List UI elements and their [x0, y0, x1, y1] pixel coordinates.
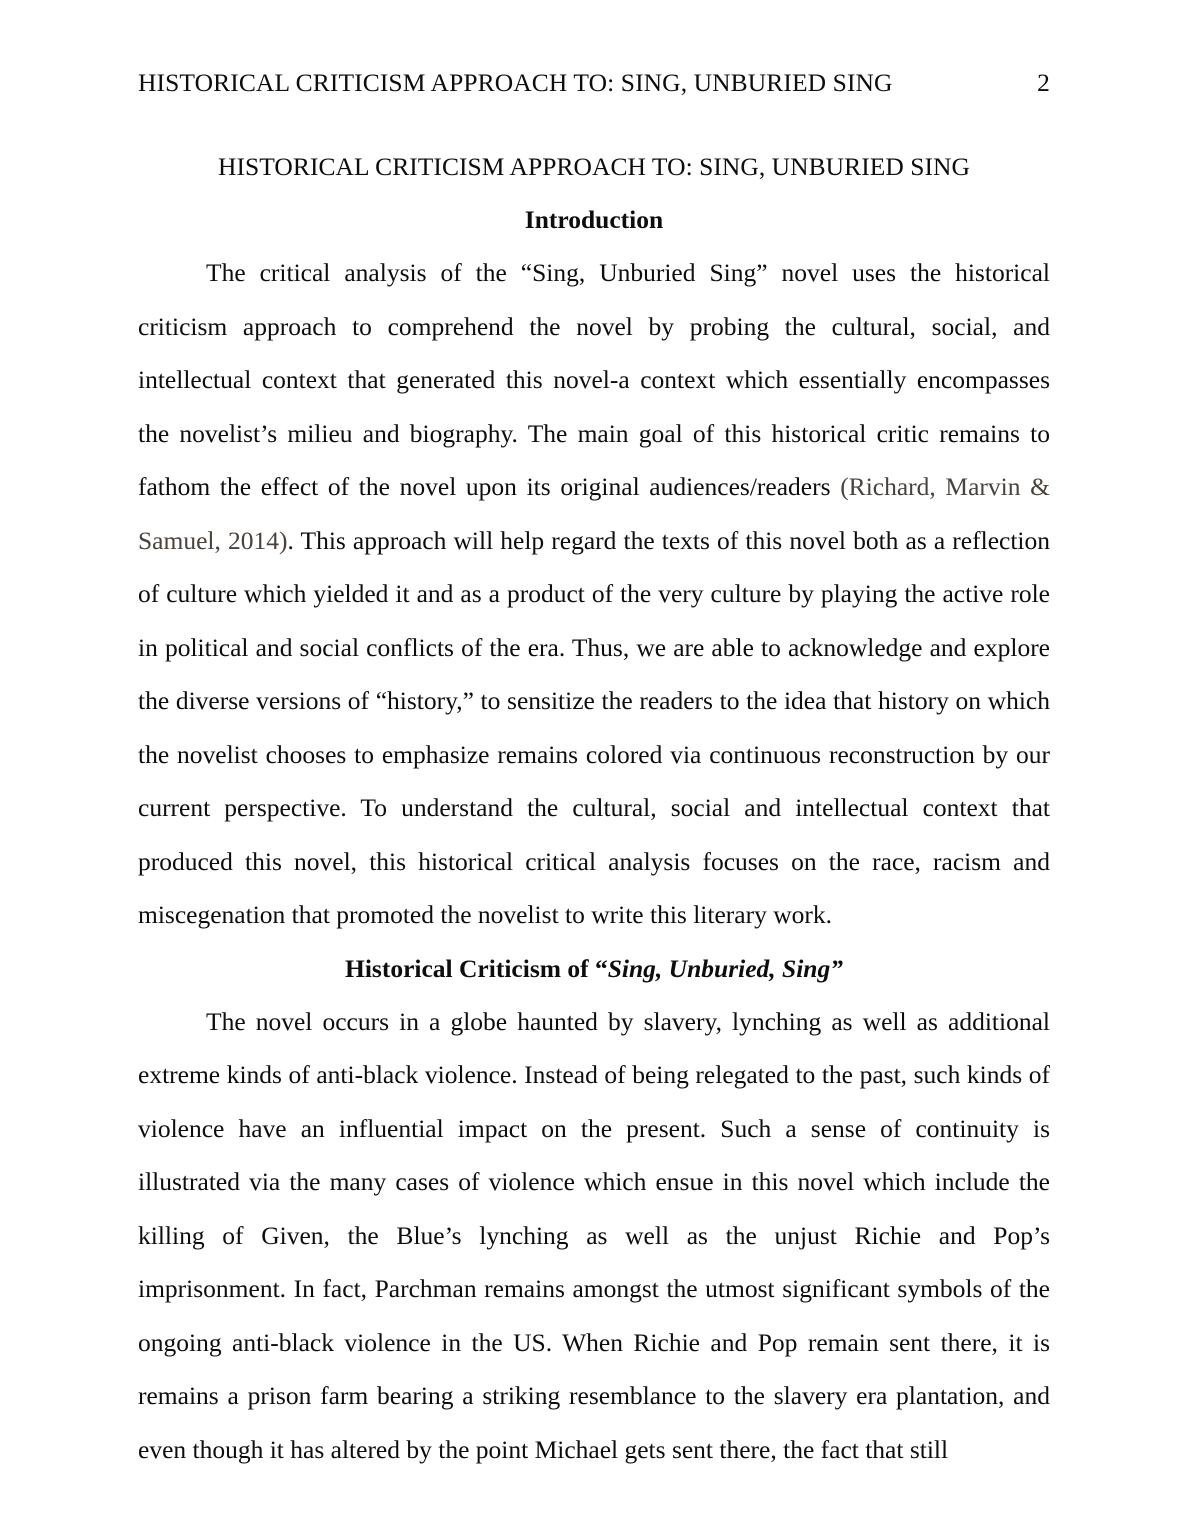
paragraph-historical-criticism: The novel occurs in a globe haunted by slavery, lynching as well as additional extreme kinds of anti-black violence. Instead of being relegated to the past, such kinds of violence have an influential impact on the present. Such a sense of continuity is illustrated via the many cases of violence which ensue in this novel which include the killing of Given, the Blue’s lynching as well as the unjust Richie and Pop’s imprisonment. In fact, Parchman remains amongst the utmost significant symbols of the ongoing anti-black violence in the US. When Richie and Pop remain sent there, it is remains a prison farm bearing a striking resemblance to the slavery era plantation, and even though it has altered by the point Michael gets sent there, the fact that still — [138, 1006, 1050, 1464]
intro-text-part-two: . This approach will help regard the texts of this novel both as a reflection of culture which yielded it and as a product of the very culture by playing the active role in political and social conflicts of the era. Thus, we are able to acknowledge and explore the diverse versions of “history,” to sensitize the readers to the idea that history on which the novelist chooses to emphasize remains colored via continuous reconstruction by our current perspective. To understand the cultural, social and intellectual context that produced this novel, this historical critical analysis focuses on the race, racism and miscegenation that promoted the novelist to write this literary work. — [138, 525, 1050, 929]
heading-suffix-quote: ” — [830, 953, 843, 983]
citation-reference: (Richard, Marvin & Samuel, 2014) — [138, 472, 1050, 555]
heading-prefix-text: Historical Criticism of “ — [345, 953, 608, 983]
heading-novel-title: Sing, Unburied, Sing — [607, 953, 831, 983]
document-body — [138, 140, 1050, 1476]
heading-introduction: Introduction — [524, 205, 664, 234]
intro-text-part-one: The critical analysis of the “Sing, Unburied Sing” novel uses the historical criticism approach to comprehend the novel by probing the cultural, social, and intellectual context that generated this novel-a context which essentially encompasses the novelist’s milieu and biography. The main goal of this historical critic remains to fathom the effect of the novel upon its original audiences/readers — [138, 258, 1050, 501]
document-title: HISTORICAL CRITICISM APPROACH TO: SING, UNBURIED SING — [218, 152, 970, 181]
running-head — [138, 68, 1050, 98]
paragraph-introduction — [138, 246, 1050, 942]
page-number: 2 — [1037, 68, 1050, 97]
heading-historical-criticism — [138, 942, 1050, 995]
running-head-title: HISTORICAL CRITICISM APPROACH TO: SING, UNBURIED SING — [138, 68, 893, 97]
